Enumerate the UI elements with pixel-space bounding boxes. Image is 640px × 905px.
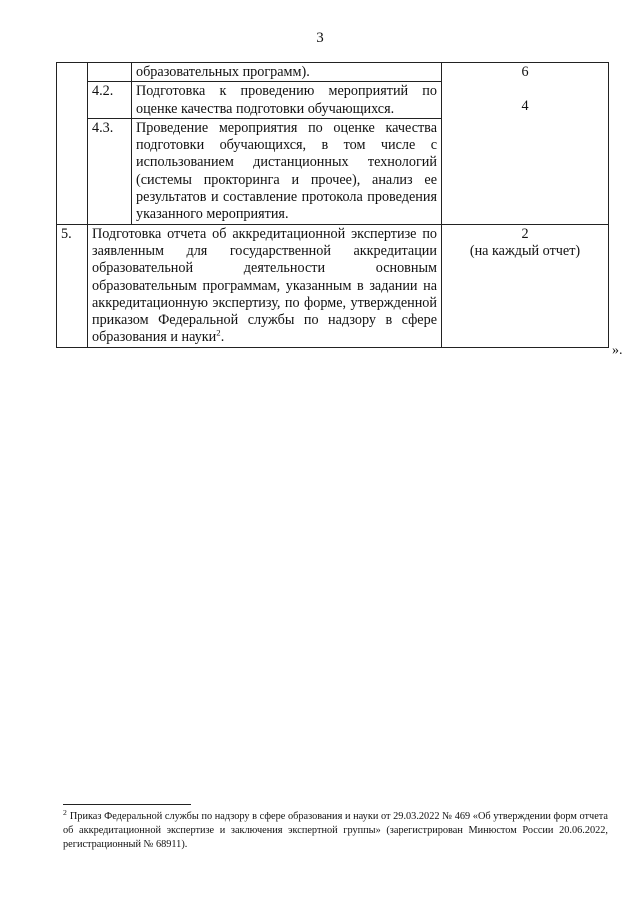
footnote [63, 807, 608, 852]
values-cell [442, 63, 609, 225]
table-row [57, 224, 609, 347]
footnote-divider [63, 804, 191, 805]
footnote-reference: 2 [216, 327, 221, 338]
value-5: 2 [521, 225, 529, 242]
item-description-4-3: Проведение мероприятия по оценке качества подготовки обучающихся, в том числе с использованием дистанционных технологий (системы прокторинга и прочее), анализ ее результатов и составление протокола проведения указанного мероприятия. [132, 118, 442, 224]
footnote-text: Приказ Федеральной службы по надзору в сфере образования и науки от 29.03.2022 № 469 «Об утверждении форм отчета об аккредитационной экспертизе и заключения экспертной группы» (зарегистрирован Минюстом России 20.06.2022, регистрационный № 68911). [63, 811, 608, 850]
item-number-5: 5. [57, 224, 88, 347]
item-description-5 [88, 224, 442, 347]
page-number: 3 [316, 30, 324, 46]
value-4-3: 4 [521, 98, 529, 115]
item-description-4-2: Подготовка к проведению мероприятий по оценке качества подготовки обучающихся. [132, 82, 442, 119]
item-number-4-3: 4.3. [88, 118, 132, 224]
cost-table [56, 62, 609, 348]
continuation-text: образовательных программ). [132, 63, 442, 82]
value-5-note: (на каждый отчет) [469, 242, 581, 259]
table-cell-empty [88, 63, 132, 82]
values-cell [442, 224, 609, 347]
footnote-marker: 2 [63, 807, 67, 817]
table-cell-empty [57, 63, 88, 225]
item-description-5-end: . [220, 329, 225, 346]
closing-quote: ». [612, 343, 623, 358]
value-4-2: 6 [521, 64, 529, 80]
table-row [57, 63, 609, 82]
item-number-4-2: 4.2. [88, 82, 132, 119]
item-description-5-text: Подготовка отчета об аккредитационной экспертизе по заявленным для государственной аккредитации образовательной деятельности основным образовательным программам, указанным в задании на аккредитационную экспертизу, по форме, утвержденной приказом Федеральной службы по надзору в сфере образования и науки [92, 225, 437, 346]
